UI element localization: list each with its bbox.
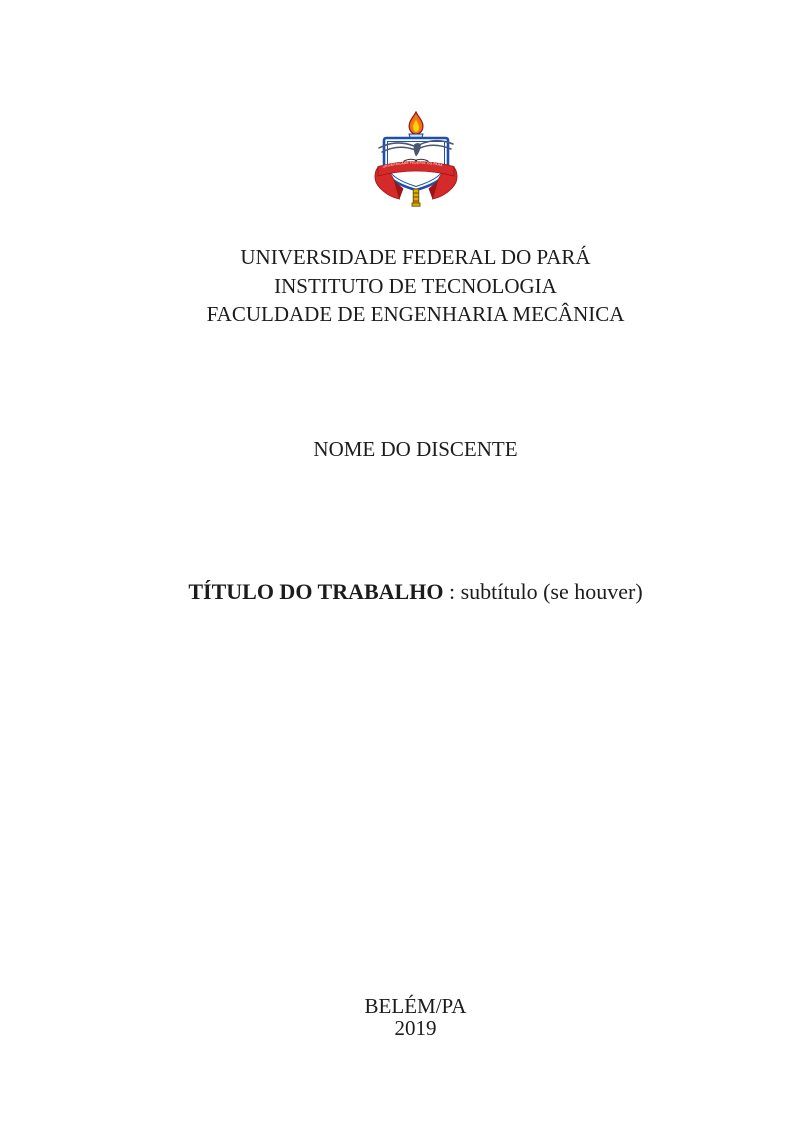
university-name: UNIVERSIDADE FEDERAL DO PARÁ <box>240 245 591 269</box>
faculty-name: FACULDADE DE ENGENHARIA MECÂNICA <box>206 302 625 326</box>
year: 2019 <box>394 1016 437 1040</box>
ribbon-text: UNIVERSIDADE FEDERAL DO PARÁ <box>381 160 443 169</box>
footer <box>113 995 718 1039</box>
institution-header <box>113 243 718 329</box>
ufpa-crest-icon <box>374 111 458 208</box>
university-logo <box>113 111 718 208</box>
work-title <box>113 578 718 607</box>
torch-handle <box>412 189 420 206</box>
work-title-subtitle: : subtítulo (se houver) <box>443 579 643 604</box>
author-name: NOME DO DISCENTE <box>313 437 518 461</box>
location: BELÉM/PA <box>364 994 467 1018</box>
work-title-main: TÍTULO DO TRABALHO <box>188 579 444 604</box>
institute-name: INSTITUTO DE TECNOLOGIA <box>274 273 557 298</box>
